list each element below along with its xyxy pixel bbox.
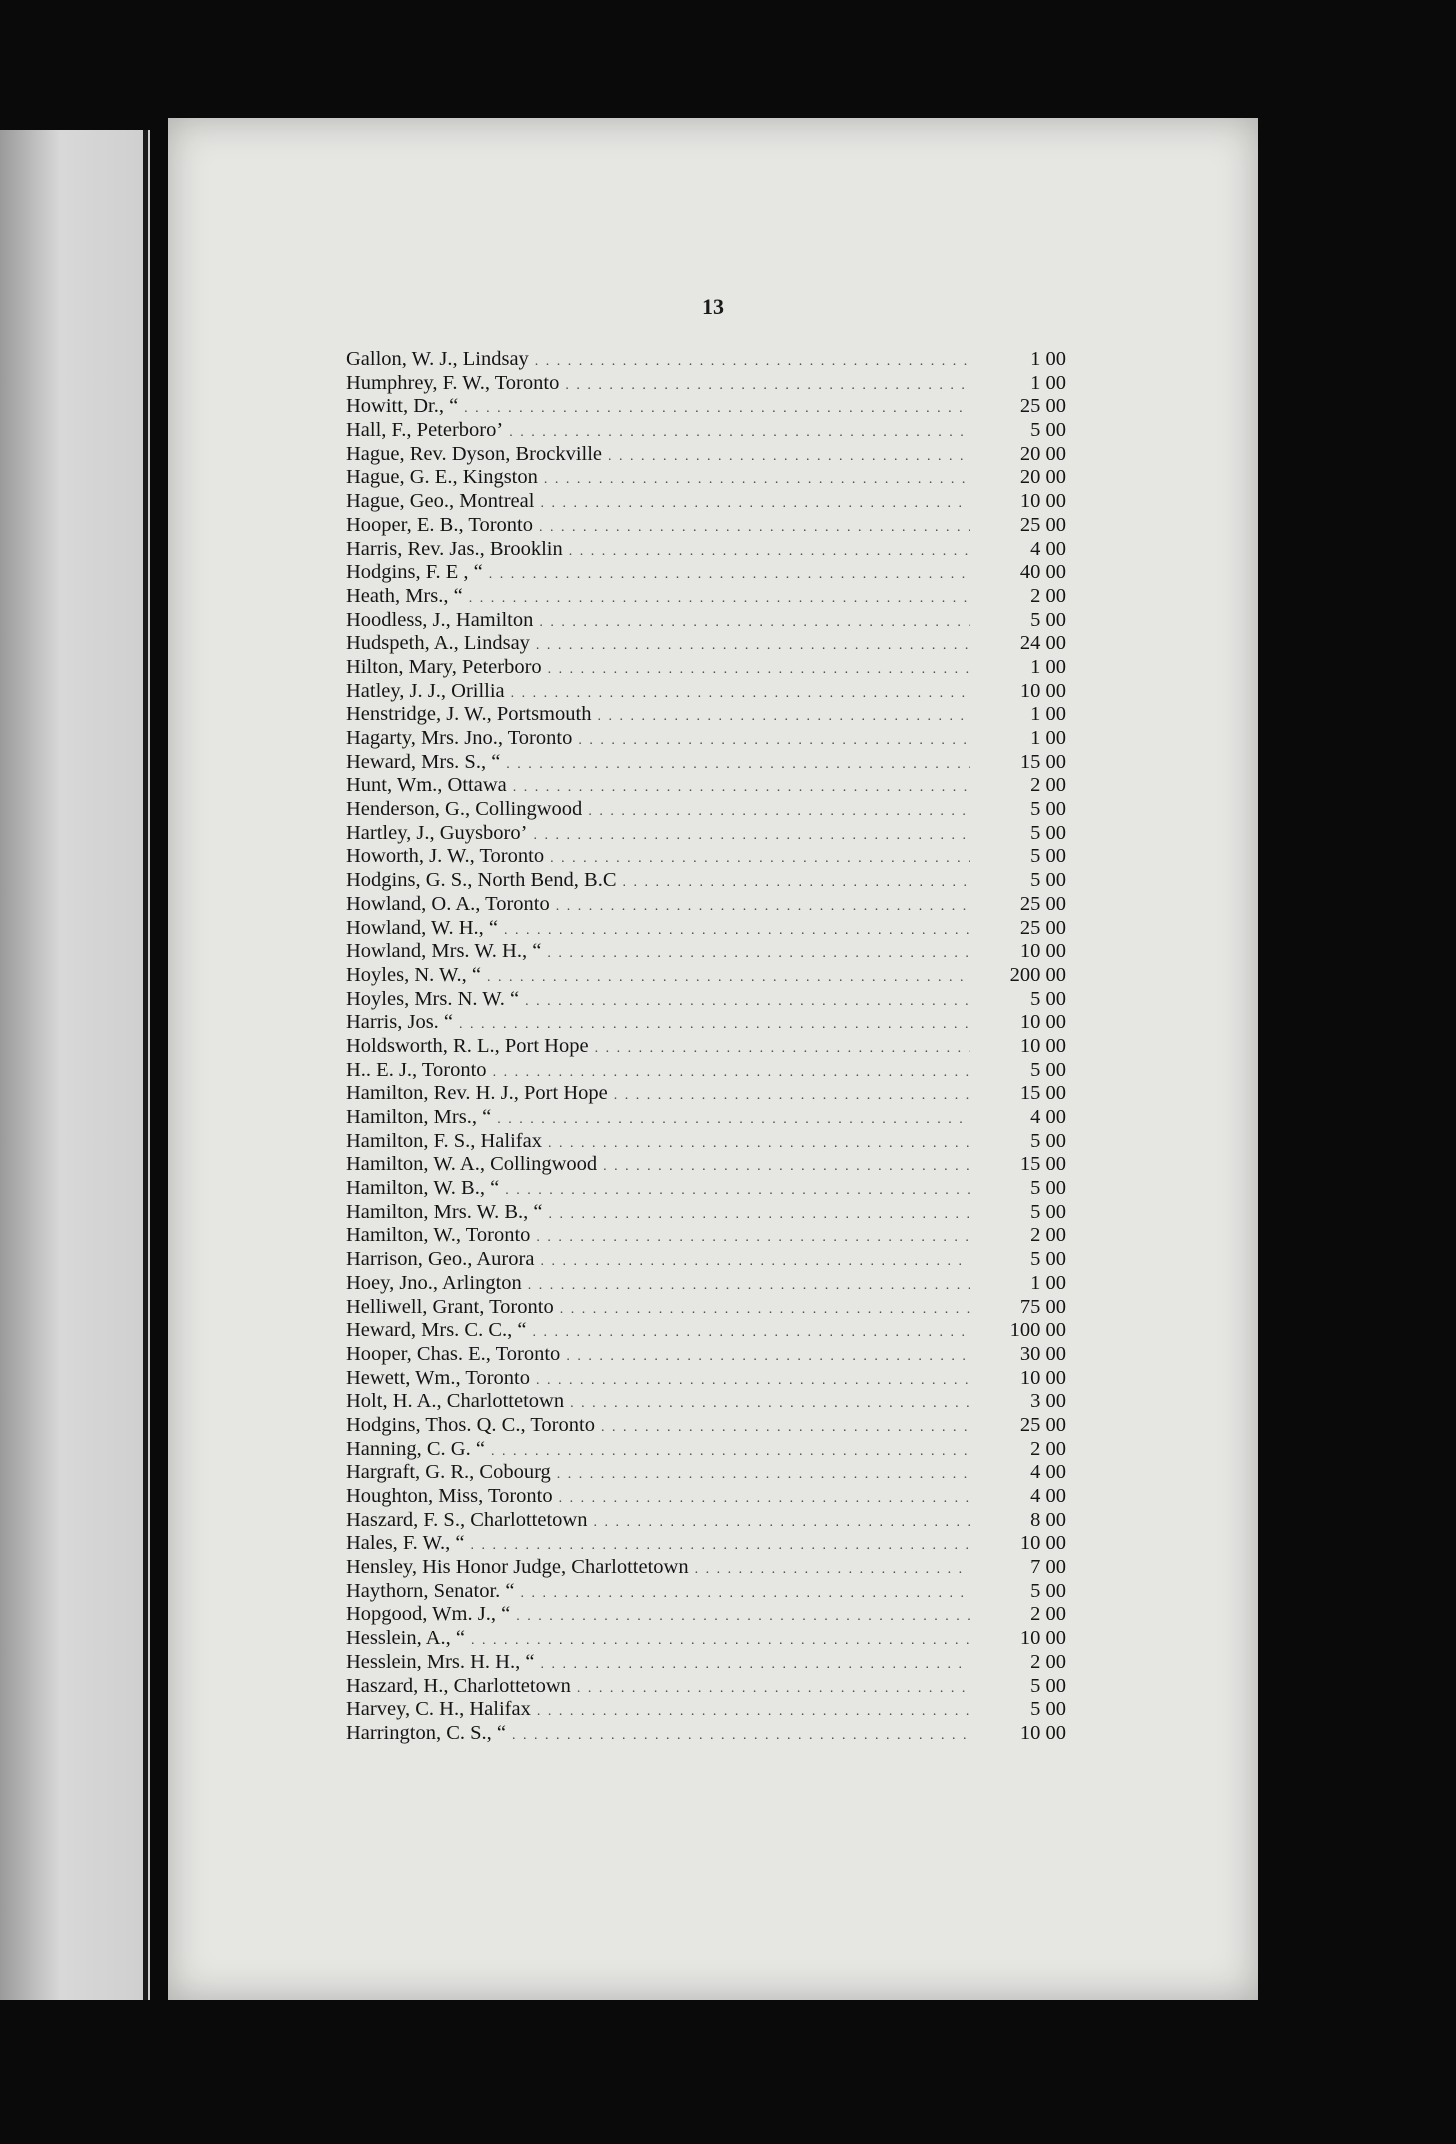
subscriber-name: Hague, Geo., Montreal [346,490,535,513]
list-item [346,1011,1066,1035]
subscription-amount: 5 00 [1030,1674,1066,1697]
subscription-amount: 20 00 [1019,466,1066,489]
dot-leader [491,1440,970,1464]
list-item [346,1461,1066,1485]
subscription-amount: 5 00 [1030,845,1066,868]
subscription-amount: 25 00 [1019,395,1066,418]
subscription-amount: 5 00 [1030,821,1066,844]
subscriber-name: Hudspeth, A., Lindsay [346,632,530,655]
subscriber-name: Hamilton, W. B., “ [346,1177,500,1200]
subscriber-name: Howland, W. H., “ [346,916,499,939]
dot-leader [487,966,970,990]
list-item [346,514,1066,538]
subscriber-name: Holt, H. A., Charlottetown [346,1390,565,1413]
subscriber-name: Hartley, J., Guysboro’ [346,821,528,844]
subscription-amount: 1 00 [1030,1271,1066,1294]
subscriber-name: Hesslein, Mrs. H. H., “ [346,1650,535,1673]
subscriber-name: Howorth, J. W., Toronto [346,845,545,868]
list-item [346,869,1066,893]
dot-leader [506,753,970,777]
list-item [346,727,1066,751]
subscriber-name: Hamilton, Mrs. W. B., “ [346,1200,543,1223]
subscriber-name: Haythorn, Senator. “ [346,1579,515,1602]
dot-leader [550,847,970,871]
subscriber-name: Hooper, Chas. E., Toronto [346,1342,561,1365]
dot-leader [556,895,970,919]
subscriber-name: Hilton, Mary, Peterboro [346,655,542,678]
dot-leader [569,540,970,564]
dot-leader [459,1013,970,1037]
list-item [346,845,1066,869]
subscription-amount: 20 00 [1019,442,1066,465]
subscriber-name: Hoyles, Mrs. N. W. “ [346,987,520,1010]
dot-leader [536,634,970,658]
list-item [346,490,1066,514]
list-item [346,348,1066,372]
subscriber-name: Holdsworth, R. L., Port Hope [346,1034,589,1057]
subscription-amount: 5 00 [1030,1579,1066,1602]
subscription-amount: 25 00 [1019,513,1066,536]
dot-leader [536,1369,970,1393]
subscription-amount: 5 00 [1030,1248,1066,1271]
list-item [346,680,1066,704]
page-number: 13 [702,294,724,319]
list-item [346,1082,1066,1106]
subscriber-name: Heward, Mrs. S., “ [346,750,501,773]
list-item [346,1106,1066,1130]
subscriber-name: Hamilton, F. S., Halifax [346,1129,542,1152]
dot-leader [614,1084,970,1108]
list-item [346,1248,1066,1272]
subscription-amount: 4 00 [1030,1485,1066,1507]
subscription-amount: 2 00 [1030,1224,1066,1247]
subscriber-name: Helliwell, Grant, Toronto [346,1295,554,1318]
subscriber-name: Hatley, J. J., Orillia [346,679,505,702]
dot-leader [533,1321,971,1345]
dot-leader [597,705,970,729]
subscriber-name: Henderson, G., Collingwood [346,798,583,821]
binding-gutter [143,130,148,2000]
subscription-amount: 1 00 [1030,348,1066,370]
list-item [346,1722,1066,1746]
list-item [346,1153,1066,1177]
list-item [346,1272,1066,1296]
dot-leader [559,1487,970,1511]
dot-leader [578,729,970,753]
subscription-amount: 24 00 [1019,632,1066,655]
subscriber-name: Howland, O. A., Toronto [346,892,550,915]
subscriber-name: Hagarty, Mrs. Jno., Toronto [346,727,573,749]
subscription-amount: 5 00 [1030,987,1066,1010]
list-item [346,609,1066,633]
list-item [346,561,1066,585]
list-item [346,1390,1066,1414]
subscriber-name: Hodgins, Thos. Q. C., Toronto [346,1413,595,1436]
dot-leader [539,516,970,540]
list-item [346,466,1066,490]
list-item [346,751,1066,775]
facing-page-edge [0,130,150,2000]
subscriber-name: Hague, Rev. Dyson, Brockville [346,442,603,465]
list-item [346,1130,1066,1154]
subscription-amount: 3 00 [1030,1390,1066,1413]
subscription-amount: 30 00 [1019,1342,1066,1365]
subscription-amount: 10 00 [1019,1366,1066,1389]
dot-leader [566,1345,970,1369]
subscriber-name: Hamilton, W., Toronto [346,1224,531,1247]
subscription-amount: 1 00 [1030,655,1066,678]
subscription-amount: 10 00 [1019,1627,1066,1650]
dot-leader [544,468,970,492]
list-item [346,1651,1066,1675]
subscription-amount: 10 00 [1019,1034,1066,1057]
subscriber-name: Haszard, F. S., Charlottetown [346,1508,588,1531]
subscription-amount: 10 00 [1019,1532,1066,1555]
subscription-amount: 4 00 [1030,1106,1066,1128]
dot-leader [512,1724,970,1748]
dot-leader [516,1605,970,1629]
list-item [346,988,1066,1012]
subscriber-name: Harrington, C. S., “ [346,1721,506,1744]
dot-leader [565,374,970,398]
dot-leader [533,824,970,848]
dot-leader [548,1132,970,1156]
list-item [346,1059,1066,1083]
list-item [346,1509,1066,1533]
subscription-amount: 1 00 [1030,371,1066,394]
subscriber-name: Hall, F., Peterboro’ [346,419,504,442]
list-item [346,703,1066,727]
document-page [168,118,1258,2000]
subscription-amount: 40 00 [1019,561,1066,584]
list-item [346,1532,1066,1556]
subscriber-name: Harvey, C. H., Halifax [346,1698,531,1721]
subscription-amount: 15 00 [1019,1082,1066,1105]
dot-leader [504,919,970,943]
subscriber-name: Hamilton, W. A., Collingwood [346,1153,598,1176]
dot-leader [540,1653,970,1677]
list-item [346,585,1066,609]
subscription-amount: 5 00 [1030,419,1066,442]
subscription-amount: 25 00 [1019,892,1066,915]
subscription-list [346,348,1066,1746]
dot-leader [539,611,970,635]
list-item [346,1177,1066,1201]
list-item [346,1675,1066,1699]
subscription-amount: 5 00 [1030,608,1066,631]
subscriber-name: Harris, Rev. Jas., Brooklin [346,537,563,560]
list-item [346,1603,1066,1627]
list-item [346,798,1066,822]
dot-leader [601,1416,970,1440]
dot-leader [603,1155,970,1179]
subscriber-name: Harris, Jos. “ [346,1011,454,1034]
list-item [346,1367,1066,1391]
subscriber-name: H.. E. J., Toronto [346,1058,487,1081]
dot-leader [623,871,970,895]
list-item [346,1296,1066,1320]
subscription-amount: 7 00 [1030,1556,1066,1579]
list-item [346,1319,1066,1343]
dot-leader [588,800,970,824]
list-item [346,774,1066,798]
dot-leader [489,563,970,587]
subscription-amount: 10 00 [1019,940,1066,963]
list-item [346,656,1066,680]
subscription-amount: 5 00 [1030,1698,1066,1721]
dot-leader [547,942,970,966]
dot-leader [471,1534,970,1558]
dot-leader [505,1179,970,1203]
subscription-amount: 4 00 [1030,1461,1066,1484]
subscriber-name: Hooper, E. B., Toronto [346,513,533,536]
dot-leader [497,1108,970,1132]
subscription-amount: 15 00 [1019,750,1066,773]
subscription-amount: 200 00 [1009,963,1066,986]
subscription-amount: 75 00 [1019,1295,1066,1318]
subscriber-name: Hargraft, G. R., Cobourg [346,1461,551,1484]
subscriber-name: Hague, G. E., Kingston [346,466,538,489]
list-item [346,1035,1066,1059]
subscriber-name: Hunt, Wm., Ottawa [346,774,507,797]
subscription-amount: 100 00 [1009,1319,1066,1342]
dot-leader [608,445,970,469]
subscription-amount: 1 00 [1030,727,1066,749]
subscription-amount: 4 00 [1030,537,1066,560]
subscriber-name: Hesslein, A., “ [346,1627,465,1650]
subscriber-name: Hales, F. W., “ [346,1532,465,1555]
dot-leader [536,1226,970,1250]
dot-leader [471,1629,970,1653]
subscription-amount: 2 00 [1030,774,1066,797]
subscriber-name: Heward, Mrs. C. C., “ [346,1319,527,1342]
subscriber-name: Howitt, Dr., “ [346,395,459,418]
subscription-amount: 10 00 [1019,1011,1066,1034]
subscription-amount: 2 00 [1030,1650,1066,1673]
dot-leader [535,350,970,374]
list-item [346,1580,1066,1604]
list-item [346,917,1066,941]
dot-leader [695,1558,970,1582]
list-item [346,1438,1066,1462]
subscriber-name: Hoodless, J., Hamilton [346,608,534,631]
subscription-amount: 5 00 [1030,1200,1066,1223]
list-item [346,1201,1066,1225]
subscriber-name: Houghton, Miss, Toronto [346,1485,553,1507]
list-item [346,443,1066,467]
list-item [346,372,1066,396]
list-item [346,1414,1066,1438]
dot-leader [548,1203,970,1227]
dot-leader [593,1511,970,1535]
list-item [346,1556,1066,1580]
list-item [346,632,1066,656]
subscriber-name: Gallon, W. J., Lindsay [346,348,529,370]
subscription-amount: 5 00 [1030,1129,1066,1152]
subscriber-name: Heath, Mrs., “ [346,584,463,607]
subscriber-name: Harrison, Geo., Aurora [346,1248,535,1271]
subscription-amount: 2 00 [1030,1603,1066,1626]
subscriber-name: Humphrey, F. W., Toronto [346,371,560,394]
dot-leader [560,1298,970,1322]
list-item [346,1224,1066,1248]
list-item [346,419,1066,443]
subscriber-name: Hoyles, N. W., “ [346,963,481,986]
subscription-amount: 10 00 [1019,679,1066,702]
list-item [346,964,1066,988]
list-item [346,538,1066,562]
dot-leader [521,1582,970,1606]
subscription-amount: 5 00 [1030,798,1066,821]
dot-leader [540,492,970,516]
subscription-amount: 10 00 [1019,490,1066,513]
subscription-amount: 2 00 [1030,584,1066,607]
list-item [346,1698,1066,1722]
dot-leader [577,1677,970,1701]
subscription-amount: 25 00 [1019,916,1066,939]
subscription-amount: 5 00 [1030,1177,1066,1200]
list-item [346,1485,1066,1509]
subscriber-name: Hamilton, Rev. H. J., Port Hope [346,1082,608,1105]
subscription-amount: 15 00 [1019,1153,1066,1176]
subscriber-name: Hanning, C. G. “ [346,1437,485,1460]
subscription-amount: 5 00 [1030,1058,1066,1081]
list-item [346,893,1066,917]
dot-leader [464,397,970,421]
dot-leader [493,1061,970,1085]
subscriber-name: Hensley, His Honor Judge, Charlottetown [346,1556,689,1579]
subscriber-name: Haszard, H., Charlottetown [346,1674,571,1697]
subscription-amount: 2 00 [1030,1437,1066,1460]
subscription-amount: 8 00 [1030,1508,1066,1531]
subscription-amount: 1 00 [1030,703,1066,726]
subscriber-name: Hodgins, G. S., North Bend, B.C [346,869,617,892]
subscriber-name: Howland, Mrs. W. H., “ [346,940,542,963]
dot-leader [511,682,970,706]
subscriber-name: Hamilton, Mrs., “ [346,1106,492,1128]
dot-leader [509,421,970,445]
dot-leader [528,1274,970,1298]
subscriber-name: Hewett, Wm., Toronto [346,1366,530,1389]
list-item [346,1627,1066,1651]
subscriber-name: Hodgins, F. E , “ [346,561,483,584]
dot-leader [548,658,970,682]
dot-leader [595,1037,970,1061]
dot-leader [540,1250,970,1274]
list-item [346,822,1066,846]
dot-leader [557,1463,970,1487]
dot-leader [570,1392,970,1416]
dot-leader [513,776,970,800]
list-item [346,395,1066,419]
subscriber-name: Henstridge, J. W., Portsmouth [346,703,592,726]
dot-leader [537,1700,970,1724]
dot-leader [525,990,970,1014]
subscriber-name: Hopgood, Wm. J., “ [346,1603,511,1626]
subscriber-name: Hoey, Jno., Arlington [346,1271,522,1294]
list-item [346,1343,1066,1367]
subscription-amount: 10 00 [1019,1721,1066,1744]
dot-leader [469,587,970,611]
subscription-amount: 5 00 [1030,869,1066,892]
subscription-amount: 25 00 [1019,1413,1066,1436]
list-item [346,940,1066,964]
